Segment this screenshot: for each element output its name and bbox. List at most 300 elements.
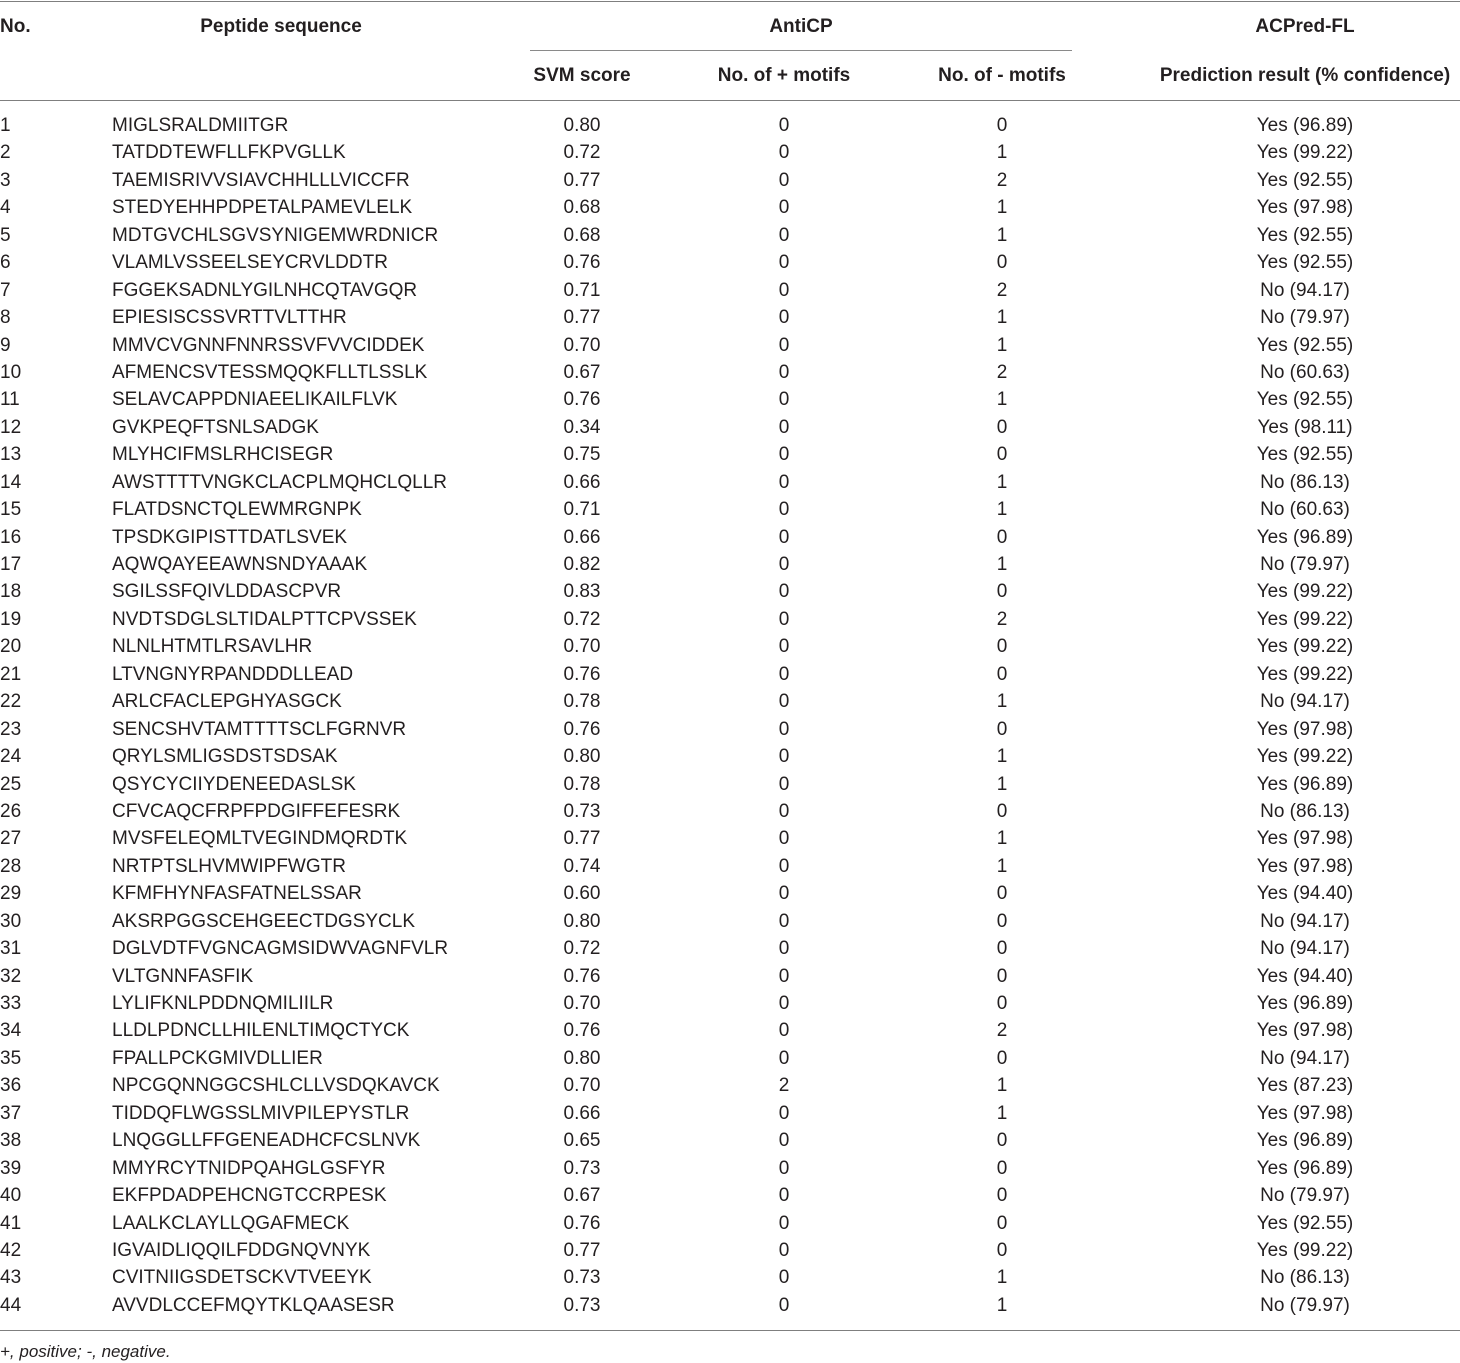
cell-positive-motifs: 0 [778,1267,790,1289]
cell-svm-score: 0.67 [563,361,601,383]
cell-negative-motifs: 1 [996,197,1008,219]
cell-peptide-sequence: VLAMLVSSEELSEYCRVLDDTR [112,252,388,274]
header-negative-motifs: No. of - motifs [938,65,1066,86]
cell-negative-motifs: 1 [996,389,1008,411]
table-row [0,222,1460,249]
cell-positive-motifs: 0 [778,910,790,932]
cell-prediction-result: No (60.63) [1260,499,1350,521]
cell-positive-motifs: 0 [778,389,790,411]
cell-prediction-result: Yes (99.22) [1256,636,1354,658]
cell-svm-score: 0.80 [563,1047,601,1069]
cell-prediction-result: Yes (92.55) [1256,389,1354,411]
cell-prediction-result: No (94.17) [1260,691,1350,713]
cell-prediction-result: No (94.17) [1260,279,1350,301]
cell-negative-motifs: 1 [996,828,1008,850]
cell-peptide-sequence: LLDLPDNCLLHILENLTIMQCTYCK [112,1020,410,1042]
table-footnote: +, positive; -, negative. [0,1342,171,1361]
cell-svm-score: 0.66 [563,471,601,493]
cell-positive-motifs: 0 [778,526,790,548]
cell-positive-motifs: 0 [778,1020,790,1042]
cell-peptide-sequence: NPCGQNNGGCSHLCLLVSDQKAVCK [112,1075,440,1097]
cell-svm-score: 0.73 [563,1157,601,1179]
cell-peptide-sequence: CFVCAQCFRPFPDGIFFEFESRK [112,800,401,822]
cell-prediction-result: No (94.17) [1260,938,1350,960]
cell-svm-score: 0.60 [563,883,601,905]
cell-svm-score: 0.68 [563,224,601,246]
cell-svm-score: 0.70 [563,993,601,1014]
cell-no: 19 [0,608,22,630]
cell-svm-score: 0.76 [563,389,601,411]
cell-negative-motifs: 0 [996,416,1008,438]
table-row [0,633,1460,660]
cell-no: 21 [0,663,22,685]
cell-negative-motifs: 2 [996,608,1008,630]
cell-positive-motifs: 0 [778,1239,790,1261]
cell-peptide-sequence: AQWQAYEEAWNSNDYAAAK [112,554,368,575]
table-row [0,414,1460,441]
cell-peptide-sequence: STEDYEHHPDPETALPAMEVLELK [112,197,413,219]
cell-peptide-sequence: TPSDKGIPISTTDATLSVEK [112,526,348,548]
cell-positive-motifs: 0 [778,444,790,466]
header-svm-score: SVM score [533,65,631,86]
table-row [0,963,1460,990]
table-top-rule [0,1,1460,2]
cell-prediction-result: No (86.13) [1260,800,1350,822]
cell-no: 1 [0,115,11,136]
cell-svm-score: 0.72 [563,938,601,960]
cell-positive-motifs: 0 [778,1212,790,1234]
cell-prediction-result: No (86.13) [1260,1267,1350,1289]
table-row [0,743,1460,770]
cell-no: 30 [0,910,22,932]
cell-negative-motifs: 0 [996,993,1008,1014]
cell-positive-motifs: 0 [778,1157,790,1179]
cell-positive-motifs: 0 [778,855,790,877]
cell-peptide-sequence: FLATDSNCTQLEWMRGNPK [112,499,362,521]
cell-peptide-sequence: VLTGNNFASFIK [112,965,254,987]
table-row [0,935,1460,962]
cell-prediction-result: Yes (99.22) [1256,1239,1354,1261]
cell-svm-score: 0.68 [563,197,601,219]
cell-positive-motifs: 0 [778,938,790,960]
cell-prediction-result: No (94.17) [1260,1047,1350,1069]
cell-positive-motifs: 0 [778,718,790,740]
cell-no: 43 [0,1267,22,1289]
cell-svm-score: 0.34 [563,416,601,438]
cell-positive-motifs: 0 [778,115,790,136]
cell-no: 44 [0,1294,22,1316]
cell-peptide-sequence: FGGEKSADNLYGILNHCQTAVGQR [112,279,418,301]
cell-svm-score: 0.65 [563,1130,601,1152]
cell-peptide-sequence: LYLIFKNLPDDNQMILIILR [112,993,334,1014]
cell-no: 39 [0,1157,22,1179]
cell-no: 3 [0,169,11,191]
cell-no: 13 [0,444,22,466]
cell-negative-motifs: 2 [996,1020,1008,1042]
cell-prediction-result: No (86.13) [1260,471,1350,493]
cell-svm-score: 0.77 [563,169,601,191]
cell-positive-motifs: 0 [778,279,790,301]
table-row [0,1100,1460,1127]
cell-prediction-result: No (79.97) [1260,307,1350,329]
cell-peptide-sequence: LTVNGNYRPANDDDLLEAD [112,663,354,685]
cell-no: 9 [0,334,11,356]
cell-svm-score: 0.78 [563,773,601,795]
table-row [0,167,1460,194]
cell-negative-motifs: 1 [996,224,1008,246]
cell-positive-motifs: 2 [778,1075,790,1097]
cell-positive-motifs: 0 [778,554,790,575]
cell-no: 31 [0,938,22,960]
cell-peptide-sequence: AFMENCSVTESSMQQKFLLTLSSLK [112,361,428,383]
cell-positive-motifs: 0 [778,691,790,713]
cell-no: 33 [0,993,22,1014]
table-row [0,112,1460,139]
cell-svm-score: 0.78 [563,691,601,713]
table-row [0,688,1460,715]
table-row [0,716,1460,743]
cell-peptide-sequence: CVITNIIGSDETSCKVTVEEYK [112,1267,372,1289]
cell-peptide-sequence: SGILSSFQIVLDDASCPVR [112,581,342,603]
cell-positive-motifs: 0 [778,965,790,987]
cell-no: 18 [0,581,22,603]
cell-peptide-sequence: DGLVDTFVGNCAGMSIDWVAGNFVLR [112,938,449,960]
cell-negative-motifs: 0 [996,1185,1008,1207]
cell-peptide-sequence: MIGLSRALDMIITGR [112,115,289,136]
cell-prediction-result: Yes (92.55) [1256,334,1354,356]
table-row [0,332,1460,359]
cell-no: 29 [0,883,22,905]
cell-positive-motifs: 0 [778,307,790,329]
cell-positive-motifs: 0 [778,581,790,603]
cell-positive-motifs: 0 [778,169,790,191]
table-row [0,880,1460,907]
cell-prediction-result: Yes (92.55) [1256,252,1354,274]
cell-peptide-sequence: FPALLPCKGMIVDLLIER [112,1047,323,1069]
cell-prediction-result: Yes (97.98) [1256,1020,1354,1042]
cell-no: 27 [0,828,22,850]
cell-no: 41 [0,1212,22,1234]
cell-negative-motifs: 1 [996,746,1008,768]
cell-positive-motifs: 0 [778,663,790,685]
cell-positive-motifs: 0 [778,224,790,246]
cell-no: 22 [0,691,22,713]
cell-svm-score: 0.73 [563,1294,601,1316]
table-row [0,139,1460,166]
cell-prediction-result: Yes (99.22) [1256,746,1354,768]
cell-negative-motifs: 0 [996,252,1008,274]
cell-negative-motifs: 0 [996,718,1008,740]
cell-peptide-sequence: LNQGGLLFFGENEADHCFCSLNVK [112,1130,421,1152]
cell-svm-score: 0.66 [563,1102,601,1124]
cell-svm-score: 0.77 [563,1239,601,1261]
anticp-group-rule [530,50,1072,51]
table-row [0,1264,1460,1291]
cell-svm-score: 0.75 [563,444,601,466]
cell-no: 16 [0,526,22,548]
header-prediction-result: Prediction result (% confidence) [1159,65,1451,86]
cell-svm-score: 0.76 [563,1212,601,1234]
cell-negative-motifs: 1 [996,307,1008,329]
cell-prediction-result: Yes (99.22) [1256,142,1354,164]
cell-prediction-result: Yes (96.89) [1256,1130,1354,1152]
cell-no: 34 [0,1020,22,1042]
cell-svm-score: 0.76 [563,718,601,740]
cell-peptide-sequence: MDTGVCHLSGVSYNIGEMWRDNICR [112,224,439,246]
cell-peptide-sequence: MMVCVGNNFNNRSSVFVVCIDDEK [112,334,425,356]
table-row [0,578,1460,605]
header-bottom-rule [0,100,1460,101]
cell-prediction-result: No (79.97) [1260,1185,1350,1207]
cell-svm-score: 0.67 [563,1185,601,1207]
cell-svm-score: 0.80 [563,746,601,768]
cell-no: 40 [0,1185,22,1207]
cell-prediction-result: Yes (97.98) [1256,718,1354,740]
cell-no: 11 [0,389,20,411]
cell-negative-motifs: 0 [996,938,1008,960]
cell-prediction-result: Yes (96.89) [1256,993,1354,1014]
cell-no: 10 [0,361,22,383]
cell-positive-motifs: 0 [778,1294,790,1316]
table-row [0,524,1460,551]
cell-peptide-sequence: KFMFHYNFASFATNELSSAR [112,883,362,905]
cell-prediction-result: Yes (99.22) [1256,663,1354,685]
cell-positive-motifs: 0 [778,1185,790,1207]
cell-prediction-result: Yes (92.55) [1256,169,1354,191]
table-bottom-rule [0,1330,1460,1331]
cell-no: 2 [0,142,11,164]
cell-positive-motifs: 0 [778,883,790,905]
cell-prediction-result: Yes (97.98) [1256,828,1354,850]
cell-no: 17 [0,554,22,575]
header-acpred-fl: ACPred-FL [1255,16,1355,37]
cell-prediction-result: Yes (92.55) [1256,224,1354,246]
cell-negative-motifs: 0 [996,444,1008,466]
cell-negative-motifs: 0 [996,636,1008,658]
cell-positive-motifs: 0 [778,416,790,438]
cell-negative-motifs: 1 [996,855,1008,877]
cell-svm-score: 0.74 [563,855,601,877]
cell-negative-motifs: 0 [996,581,1008,603]
cell-peptide-sequence: SELAVCAPPDNIAEELIKAILFLVK [112,389,398,411]
cell-prediction-result: Yes (87.23) [1256,1075,1354,1097]
cell-svm-score: 0.70 [563,1075,601,1097]
cell-negative-motifs: 1 [996,471,1008,493]
cell-prediction-result: No (60.63) [1260,361,1350,383]
cell-no: 20 [0,636,22,658]
cell-positive-motifs: 0 [778,1102,790,1124]
table-row [0,1017,1460,1044]
cell-prediction-result: No (94.17) [1260,910,1350,932]
cell-no: 6 [0,252,11,274]
table-row [0,990,1460,1017]
table-body [0,112,1460,1319]
cell-svm-score: 0.66 [563,526,601,548]
cell-negative-motifs: 0 [996,800,1008,822]
cell-positive-motifs: 0 [778,773,790,795]
cell-negative-motifs: 1 [996,142,1008,164]
cell-peptide-sequence: NLNLHTMTLRSAVLHR [112,636,313,658]
cell-no: 23 [0,718,22,740]
cell-negative-motifs: 1 [996,1294,1008,1316]
cell-no: 35 [0,1047,22,1069]
table-row [0,1182,1460,1209]
cell-no: 37 [0,1102,22,1124]
table-row [0,277,1460,304]
cell-svm-score: 0.76 [563,252,601,274]
cell-positive-motifs: 0 [778,197,790,219]
cell-negative-motifs: 0 [996,965,1008,987]
cell-no: 25 [0,773,22,795]
cell-no: 12 [0,416,22,438]
cell-no: 4 [0,197,11,219]
cell-prediction-result: Yes (97.98) [1256,197,1354,219]
cell-negative-motifs: 2 [996,279,1008,301]
cell-peptide-sequence: AVVDLCCEFMQYTKLQAASESR [112,1294,395,1316]
cell-positive-motifs: 0 [778,334,790,356]
cell-positive-motifs: 0 [778,361,790,383]
cell-svm-score: 0.76 [563,965,601,987]
table-row [0,249,1460,276]
table-row [0,1127,1460,1154]
cell-peptide-sequence: IGVAIDLIQQILFDDGNQVNYK [112,1239,371,1261]
cell-prediction-result: Yes (98.11) [1257,416,1353,438]
cell-positive-motifs: 0 [778,828,790,850]
cell-positive-motifs: 0 [778,1047,790,1069]
cell-no: 42 [0,1239,22,1261]
cell-negative-motifs: 1 [996,773,1008,795]
cell-no: 5 [0,224,11,246]
cell-prediction-result: No (79.97) [1260,1294,1350,1316]
cell-svm-score: 0.70 [563,636,601,658]
cell-negative-motifs: 0 [996,1239,1008,1261]
cell-no: 7 [0,279,11,301]
cell-svm-score: 0.77 [563,828,601,850]
cell-peptide-sequence: TIDDQFLWGSSLMIVPILEPYSTLR [112,1102,410,1124]
table-row [0,386,1460,413]
cell-negative-motifs: 0 [996,910,1008,932]
cell-no: 38 [0,1130,22,1152]
cell-peptide-sequence: GVKPEQFTSNLSADGK [112,416,319,438]
table-row [0,551,1460,578]
header-anticp: AntiCP [769,16,833,37]
cell-prediction-result: Yes (94.40) [1256,883,1354,905]
cell-svm-score: 0.76 [563,1020,601,1042]
cell-no: 14 [0,471,22,493]
cell-no: 36 [0,1075,22,1097]
cell-negative-motifs: 0 [996,663,1008,685]
cell-svm-score: 0.82 [563,554,601,575]
table-row [0,441,1460,468]
cell-negative-motifs: 0 [996,1212,1008,1234]
header-positive-motifs: No. of + motifs [717,65,851,86]
cell-negative-motifs: 0 [996,526,1008,548]
cell-prediction-result: Yes (96.89) [1256,773,1354,795]
cell-no: 28 [0,855,22,877]
cell-peptide-sequence: MLYHCIFMSLRHCISEGR [112,444,334,466]
cell-positive-motifs: 0 [778,993,790,1014]
cell-svm-score: 0.71 [563,279,601,301]
cell-prediction-result: Yes (92.55) [1256,444,1354,466]
cell-negative-motifs: 0 [996,1130,1008,1152]
cell-prediction-result: Yes (99.22) [1256,581,1354,603]
cell-negative-motifs: 1 [996,1102,1008,1124]
cell-prediction-result: Yes (96.89) [1256,1157,1354,1179]
cell-prediction-result: Yes (96.89) [1256,526,1354,548]
cell-negative-motifs: 2 [996,361,1008,383]
cell-prediction-result: Yes (97.98) [1256,1102,1354,1124]
cell-positive-motifs: 0 [778,471,790,493]
cell-peptide-sequence: MMYRCYTNIDPQAHGLGSFYR [112,1157,386,1179]
cell-peptide-sequence: MVSFELEQMLTVEGINDMQRDTK [112,828,408,850]
cell-no: 24 [0,746,22,768]
table-row [0,359,1460,386]
cell-svm-score: 0.72 [563,142,601,164]
table-row [0,1237,1460,1264]
cell-negative-motifs: 1 [996,1075,1008,1097]
cell-peptide-sequence: QSYCYCIIYDENEEDASLSK [112,773,356,795]
cell-negative-motifs: 1 [996,691,1008,713]
cell-peptide-sequence: ARLCFACLEPGHYASGCK [112,691,342,713]
table-row [0,1155,1460,1182]
cell-negative-motifs: 0 [996,1157,1008,1179]
cell-svm-score: 0.77 [563,307,601,329]
cell-negative-motifs: 1 [996,554,1008,575]
table-row [0,1210,1460,1237]
cell-prediction-result: Yes (94.40) [1256,965,1354,987]
table-row [0,771,1460,798]
table-row [0,1045,1460,1072]
cell-peptide-sequence: NVDTSDGLSLTIDALPTTCPVSSEK [112,608,417,630]
table-row [0,304,1460,331]
cell-positive-motifs: 0 [778,142,790,164]
cell-negative-motifs: 2 [996,169,1008,191]
cell-prediction-result: Yes (99.22) [1256,608,1354,630]
cell-negative-motifs: 1 [996,334,1008,356]
cell-positive-motifs: 0 [778,636,790,658]
table-row [0,496,1460,523]
cell-positive-motifs: 0 [778,1130,790,1152]
cell-peptide-sequence: AWSTTTTVNGKCLACPLMQHCLQLLR [112,471,448,493]
cell-negative-motifs: 0 [996,115,1008,136]
cell-peptide-sequence: EKFPDADPEHCNGTCCRPESK [112,1185,387,1207]
table-row [0,1072,1460,1099]
cell-positive-motifs: 0 [778,746,790,768]
cell-svm-score: 0.72 [563,608,601,630]
cell-positive-motifs: 0 [778,608,790,630]
table-row [0,798,1460,825]
cell-prediction-result: Yes (97.98) [1256,855,1354,877]
cell-positive-motifs: 0 [778,800,790,822]
table-row [0,469,1460,496]
cell-positive-motifs: 0 [778,252,790,274]
cell-no: 26 [0,800,22,822]
table-row [0,1292,1460,1319]
cell-svm-score: 0.73 [563,800,601,822]
cell-peptide-sequence: TAEMISRIVVSIAVCHHLLLVICCFR [112,169,410,191]
cell-svm-score: 0.70 [563,334,601,356]
table-row [0,194,1460,221]
cell-negative-motifs: 0 [996,1047,1008,1069]
table-row [0,908,1460,935]
cell-positive-motifs: 0 [778,499,790,521]
cell-prediction-result: Yes (92.55) [1256,1212,1354,1234]
cell-svm-score: 0.83 [563,581,601,603]
cell-svm-score: 0.71 [563,499,601,521]
table-row [0,606,1460,633]
table-row [0,825,1460,852]
cell-no: 8 [0,307,11,329]
